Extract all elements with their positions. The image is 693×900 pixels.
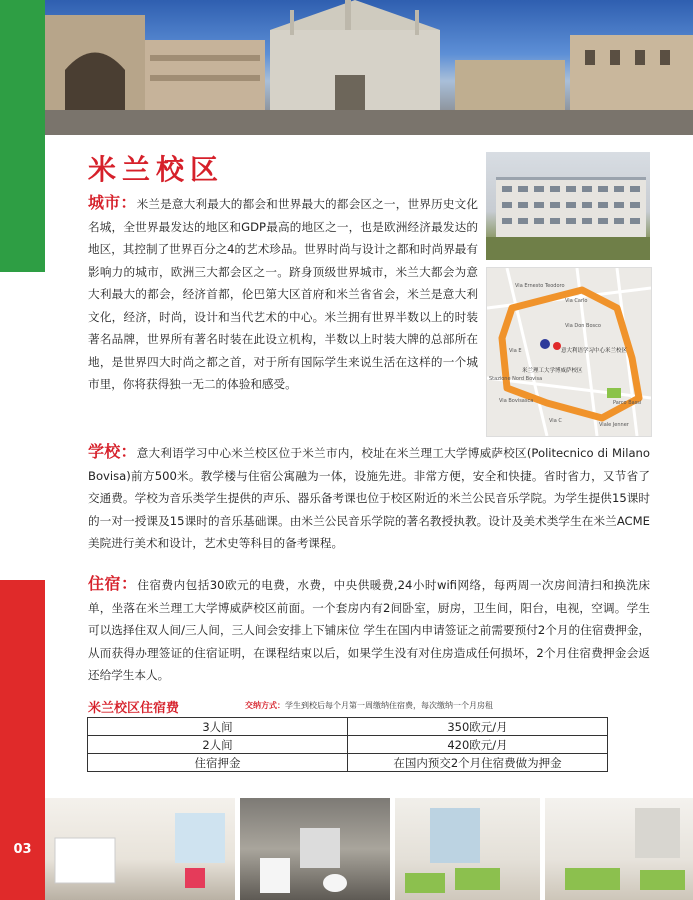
- map-street-label: Parco Bassi: [613, 400, 642, 406]
- fee-value: 在国内预交2个月住宿费做为押金: [348, 754, 608, 772]
- campus-building-photo: [486, 152, 650, 260]
- payment-label: 交纳方式：: [245, 701, 285, 710]
- map-street-label: Via Carlo: [565, 298, 588, 304]
- green-side-band: [0, 0, 45, 272]
- city-text: 米兰是意大利最大的都会和世界最大的都会区之一，世界历史文化名城，全世界最发达的地区和GDP最高的地区之一，也是欧洲经济最发达的地区，其控制了世界百分之4的艺术珍品。世界时尚与设计之都和时尚界最有影响力的城市，欧洲三大都会区之一。跻身顶级世界城市，米兰大都会为意大利最大的都会，经济首都，伦巴第大区首府和米兰省省会，米兰是意大利文化，经济，时尚，设计和当代艺术的中心。米兰拥有世界半数以上的时装著名品牌，世界所有著名时装在此设立机构，半数以上时装大牌的总部所在地，是世界四大时尚之都之首，对于所有国际学生来说生活在这样的一个城市里，你将获得独一无二的体验和感受。: [88, 197, 478, 391]
- fee-value: 350欧元/月: [348, 718, 608, 736]
- kitchen-photo: [45, 798, 235, 900]
- bedroom-photo: [545, 798, 693, 900]
- table-row: [88, 718, 608, 736]
- payment-note: [245, 700, 493, 711]
- fee-item: 2人间: [88, 736, 348, 754]
- page-number: 03: [13, 842, 32, 857]
- fee-table-title: 米兰校区住宿费: [88, 701, 180, 716]
- milan-cathedral-illustration: [45, 0, 693, 135]
- housing-section: [88, 573, 650, 687]
- campus-map: [486, 267, 652, 437]
- fee-item: 住宿押金: [88, 754, 348, 772]
- school-text: 意大利语学习中心米兰校区位于米兰市内，校址在米兰理工大学博威萨校区(Politecnico di Milano Bovisa)前方500米。教学楼与住宿公寓融为一体，设施先进。非常方便，安全和快捷。省时省力，又节省了交通费。学校为音乐类学生提供的声乐、器乐备考课也位于校区附近的米兰公民音乐学院。为学生提供15课时的一对一授课及15课时的音乐基础课。由米兰公民音乐学院的著名教授执教。设计及美术类学生在米兰ACME美院进行美术和设计，艺术史等科目的备考课程。: [88, 446, 650, 550]
- city-heading: 城市：: [88, 193, 137, 212]
- map-street-label: Stazione Nord Bovisa: [489, 376, 543, 382]
- map-street-label: Via E: [509, 348, 522, 354]
- payment-text: 学生到校后每个月第一周缴纳住宿费，每次缴纳一个月房租: [285, 701, 493, 710]
- banner-photo: [45, 0, 693, 135]
- school-section: [88, 441, 650, 555]
- housing-text: 住宿费内包括30欧元的电费，水费，中央供暖费,24小时wifi网络，每两周一次房间清扫和换洗床单，坐落在米兰理工大学博威萨校区前面。一个套房内有2间卧室，厨房，卫生间，阳台，电视，空调。学生可以选择住双人间/三人间，三人间会安排上下铺床位 学生在国内申请签证之前需要预付2个月的住宿费押金，从而获得办理签证的住宿证明，在课程结束以后，如果学生没有对住房造成任何损坏，2个月住宿费押金会返还给学生本人。: [88, 578, 650, 682]
- map-street-label: Via Ernesto Teodoro: [515, 283, 565, 289]
- bathroom-photo: [240, 798, 390, 900]
- city-section: [88, 192, 478, 396]
- school-heading: 学校：: [88, 442, 137, 461]
- map-street-label: Via C: [549, 418, 562, 424]
- map-street-label: Via Don Bosco: [565, 323, 601, 329]
- page-title: 米兰校区: [88, 153, 225, 186]
- twin-bedroom-photo: [395, 798, 540, 900]
- map-label-school: 米兰理工大学博威萨校区: [522, 368, 583, 374]
- table-row: [88, 736, 608, 754]
- fee-item: 3人间: [88, 718, 348, 736]
- map-street-label: Via Bovisasca: [499, 398, 534, 404]
- map-street-label: Viale Jenner: [599, 422, 629, 428]
- table-row: [88, 754, 608, 772]
- fee-table: [87, 717, 608, 772]
- housing-heading: 住宿：: [88, 574, 138, 593]
- map-label-center: 意大利语学习中心米兰校区: [561, 348, 628, 354]
- fee-value: 420欧元/月: [348, 736, 608, 754]
